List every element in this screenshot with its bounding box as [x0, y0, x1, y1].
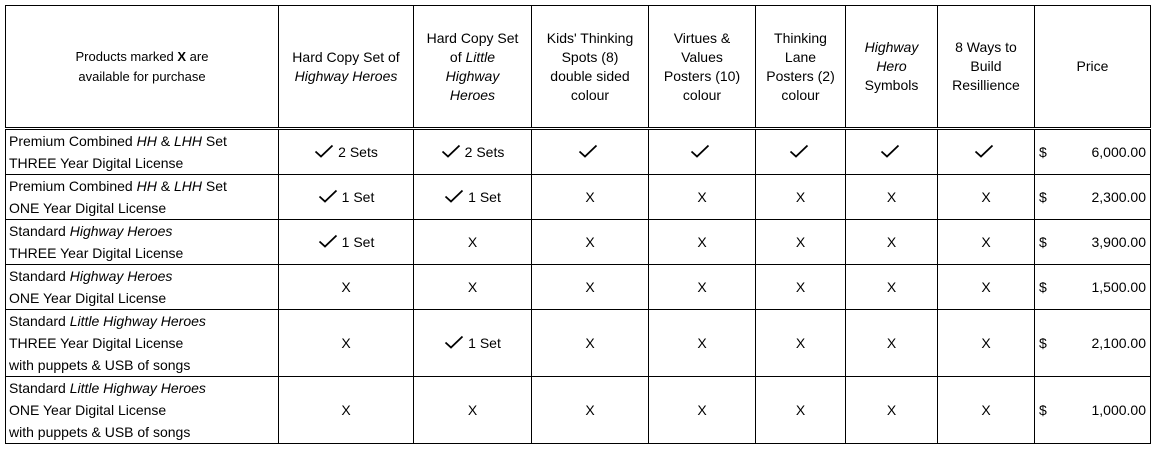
set-count: 1 Set	[468, 334, 501, 351]
header-virtues-posters	[649, 6, 756, 129]
product-name-cell	[6, 175, 279, 220]
header-symbols-italic-1: Highway	[864, 39, 919, 55]
product-name-text: &	[156, 178, 174, 194]
availability-cell	[649, 175, 756, 220]
table-row	[6, 129, 1151, 175]
header-virtues-line: Virtues &	[673, 29, 731, 46]
header-symbols-italic-2: Hero	[876, 58, 907, 74]
product-name-italic: LHH	[173, 178, 202, 194]
header-hh-text: Hard Copy Set of	[292, 48, 400, 65]
hard-copy-hh-cell	[279, 310, 414, 377]
price-amount: 2,300.00	[1091, 188, 1146, 205]
price-cell	[1035, 129, 1151, 175]
header-thinking-spots	[532, 6, 649, 129]
product-pricing-table	[5, 5, 1151, 444]
availability-cell	[649, 310, 756, 377]
header-virtues-line: Posters (10)	[663, 67, 741, 84]
product-name-text: Premium Combined	[9, 133, 137, 149]
header-lhh-italic-3: Heroes	[449, 86, 496, 103]
hard-copy-hh-cell	[279, 175, 414, 220]
availability-cell	[532, 175, 649, 220]
product-name-cell	[6, 310, 279, 377]
x-mark: X	[886, 278, 897, 295]
price-amount: 1,000.00	[1091, 401, 1146, 418]
header-desc-text-2: are	[186, 48, 209, 64]
price-amount: 2,100.00	[1091, 334, 1146, 351]
hard-copy-hh-cell	[279, 265, 414, 310]
header-description	[6, 6, 279, 129]
extras-text: with puppets & USB of songs	[9, 424, 191, 440]
availability-cell	[846, 129, 938, 175]
product-name-text: Premium Combined	[9, 178, 137, 194]
availability-cell	[938, 310, 1035, 377]
header-spots-line: Spots (8)	[561, 48, 619, 65]
price-amount: 6,000.00	[1091, 143, 1146, 160]
header-desc-mark: X	[177, 48, 187, 64]
availability-cell	[846, 220, 938, 265]
availability-cell	[756, 310, 846, 377]
product-name-text: Standard	[9, 313, 70, 329]
license-text: ONE Year Digital License	[9, 290, 167, 306]
product-name-italic: LHH	[173, 133, 202, 149]
price-cell	[1035, 377, 1151, 444]
header-desc-text: Products marked	[75, 48, 178, 64]
availability-cell	[649, 265, 756, 310]
currency-symbol: $	[1039, 401, 1047, 418]
x-mark: X	[795, 401, 806, 418]
table-body	[6, 129, 1151, 444]
checkmark-icon	[690, 144, 710, 158]
product-name-text: &	[156, 133, 174, 149]
checkmark-icon	[318, 189, 338, 203]
availability-cell	[846, 310, 938, 377]
x-mark: X	[886, 188, 897, 205]
x-mark: X	[886, 334, 897, 351]
x-mark: X	[697, 401, 707, 418]
product-name-text: Set	[201, 178, 227, 194]
availability-cell	[846, 265, 938, 310]
hard-copy-lhh-cell	[414, 220, 532, 265]
product-name-cell	[6, 265, 279, 310]
availability-cell	[756, 220, 846, 265]
availability-cell	[938, 265, 1035, 310]
hard-copy-lhh-cell	[414, 175, 532, 220]
price-cell	[1035, 220, 1151, 265]
price-cell	[1035, 310, 1151, 377]
checkmark-icon	[441, 144, 461, 158]
product-name-text: Set	[201, 133, 227, 149]
header-lhh-text: Hard Copy Set	[426, 29, 519, 46]
availability-cell	[938, 377, 1035, 444]
availability-cell	[532, 377, 649, 444]
currency-symbol: $	[1039, 334, 1047, 351]
product-name-italic: Highway Heroes	[69, 223, 173, 239]
product-name-italic: HH	[136, 133, 157, 149]
x-mark: X	[585, 334, 595, 351]
availability-cell	[532, 220, 649, 265]
availability-cell	[938, 129, 1035, 175]
x-mark: X	[697, 334, 707, 351]
currency-symbol: $	[1039, 143, 1047, 160]
header-virtues-line: Values	[681, 48, 723, 65]
availability-cell	[532, 129, 649, 175]
header-lane-line: colour	[781, 86, 820, 103]
x-mark: X	[981, 188, 991, 205]
product-name-text: Standard	[9, 380, 70, 396]
header-virtues-line: colour	[682, 86, 722, 103]
hard-copy-hh-cell	[279, 377, 414, 444]
availability-cell	[532, 310, 649, 377]
currency-symbol: $	[1039, 188, 1047, 205]
checkmark-icon	[444, 189, 464, 203]
x-mark: X	[585, 188, 595, 205]
set-count: 1 Set	[341, 233, 375, 250]
header-ways-line: Resillience	[952, 77, 1020, 93]
extras-text: with puppets & USB of songs	[9, 357, 191, 373]
header-lhh-italic-1: Little	[465, 48, 496, 65]
header-spots-line: Kids' Thinking	[546, 29, 634, 46]
set-count: 1 Set	[341, 188, 375, 205]
x-mark: X	[795, 188, 806, 205]
price-cell	[1035, 265, 1151, 310]
x-mark: X	[795, 278, 806, 295]
license-text: THREE Year Digital License	[9, 245, 184, 261]
currency-symbol: $	[1039, 233, 1047, 250]
checkmark-icon	[578, 144, 598, 158]
product-name-italic: Little Highway Heroes	[69, 313, 206, 329]
table-row	[6, 175, 1151, 220]
product-name-cell	[6, 129, 279, 175]
license-text: THREE Year Digital License	[9, 335, 184, 351]
checkmark-icon	[789, 144, 809, 158]
currency-symbol: $	[1039, 278, 1047, 295]
x-mark: X	[467, 233, 478, 250]
license-text: THREE Year Digital License	[9, 155, 184, 171]
x-mark: X	[697, 188, 707, 205]
x-mark: X	[585, 278, 595, 295]
license-text: ONE Year Digital License	[9, 200, 167, 216]
header-hard-copy-lhh	[414, 6, 532, 129]
availability-cell	[938, 220, 1035, 265]
price-cell	[1035, 175, 1151, 220]
x-mark: X	[981, 278, 991, 295]
hard-copy-lhh-cell	[414, 377, 532, 444]
x-mark: X	[697, 278, 707, 295]
x-mark: X	[341, 278, 351, 295]
x-mark: X	[341, 401, 351, 418]
availability-cell	[756, 377, 846, 444]
hard-copy-lhh-cell	[414, 129, 532, 175]
availability-cell	[649, 129, 756, 175]
set-count: 2 Sets	[464, 143, 505, 160]
header-lane-line: Posters (2)	[766, 67, 835, 84]
header-spots-line: double sided	[550, 67, 630, 84]
product-name-text: Standard	[9, 268, 70, 284]
header-price	[1035, 6, 1151, 129]
header-ways-resilience	[938, 6, 1035, 129]
table-row	[6, 220, 1151, 265]
table-row	[6, 265, 1151, 310]
header-spots-line: colour	[570, 86, 610, 103]
x-mark: X	[981, 401, 991, 418]
x-mark: X	[467, 278, 478, 295]
header-lhh-text-2: of	[449, 48, 466, 65]
header-lane-line: Thinking	[774, 29, 827, 46]
product-name-cell	[6, 220, 279, 265]
header-thinking-lane	[756, 6, 846, 129]
availability-cell	[938, 175, 1035, 220]
hard-copy-hh-cell	[279, 220, 414, 265]
x-mark: X	[467, 401, 478, 418]
product-name-italic: Highway Heroes	[69, 268, 173, 284]
availability-cell	[649, 220, 756, 265]
price-amount: 1,500.00	[1091, 278, 1146, 295]
x-mark: X	[585, 401, 595, 418]
header-desc-line2: available for purchase	[78, 68, 206, 84]
availability-cell	[846, 175, 938, 220]
header-ways-line: Build	[970, 58, 1002, 74]
price-amount: 3,900.00	[1091, 233, 1146, 250]
x-mark: X	[341, 334, 351, 351]
set-count: 2 Sets	[338, 143, 378, 160]
x-mark: X	[981, 233, 991, 250]
hard-copy-lhh-cell	[414, 265, 532, 310]
checkmark-icon	[444, 335, 464, 349]
availability-cell	[532, 265, 649, 310]
header-row	[6, 6, 1151, 129]
checkmark-icon	[974, 144, 994, 158]
header-hh-italic: Highway Heroes	[294, 67, 398, 84]
checkmark-icon	[318, 234, 338, 248]
header-hard-copy-hh	[279, 6, 414, 129]
availability-cell	[649, 377, 756, 444]
header-lhh-italic-2: Highway	[445, 67, 500, 84]
hard-copy-hh-cell	[279, 129, 414, 175]
set-count: 1 Set	[468, 188, 501, 205]
product-name-cell	[6, 377, 279, 444]
header-hero-symbols	[846, 6, 938, 129]
x-mark: X	[886, 401, 897, 418]
header-price-text: Price	[1076, 58, 1109, 74]
x-mark: X	[886, 233, 897, 250]
availability-cell	[756, 175, 846, 220]
x-mark: X	[795, 233, 806, 250]
x-mark: X	[981, 334, 991, 351]
product-name-italic: Little Highway Heroes	[69, 380, 206, 396]
checkmark-icon	[880, 144, 900, 158]
header-ways-line: 8 Ways to	[955, 39, 1017, 55]
availability-cell	[756, 265, 846, 310]
x-mark: X	[585, 233, 595, 250]
product-name-text: Standard	[9, 223, 70, 239]
checkmark-icon	[314, 144, 334, 158]
hard-copy-lhh-cell	[414, 310, 532, 377]
product-name-italic: HH	[136, 178, 157, 194]
x-mark: X	[795, 334, 806, 351]
table-row	[6, 310, 1151, 377]
table-row	[6, 377, 1151, 444]
header-symbols-text: Symbols	[864, 77, 919, 93]
license-text: ONE Year Digital License	[9, 402, 167, 418]
x-mark: X	[697, 233, 707, 250]
availability-cell	[846, 377, 938, 444]
header-lane-line: Lane	[784, 48, 817, 65]
availability-cell	[756, 129, 846, 175]
